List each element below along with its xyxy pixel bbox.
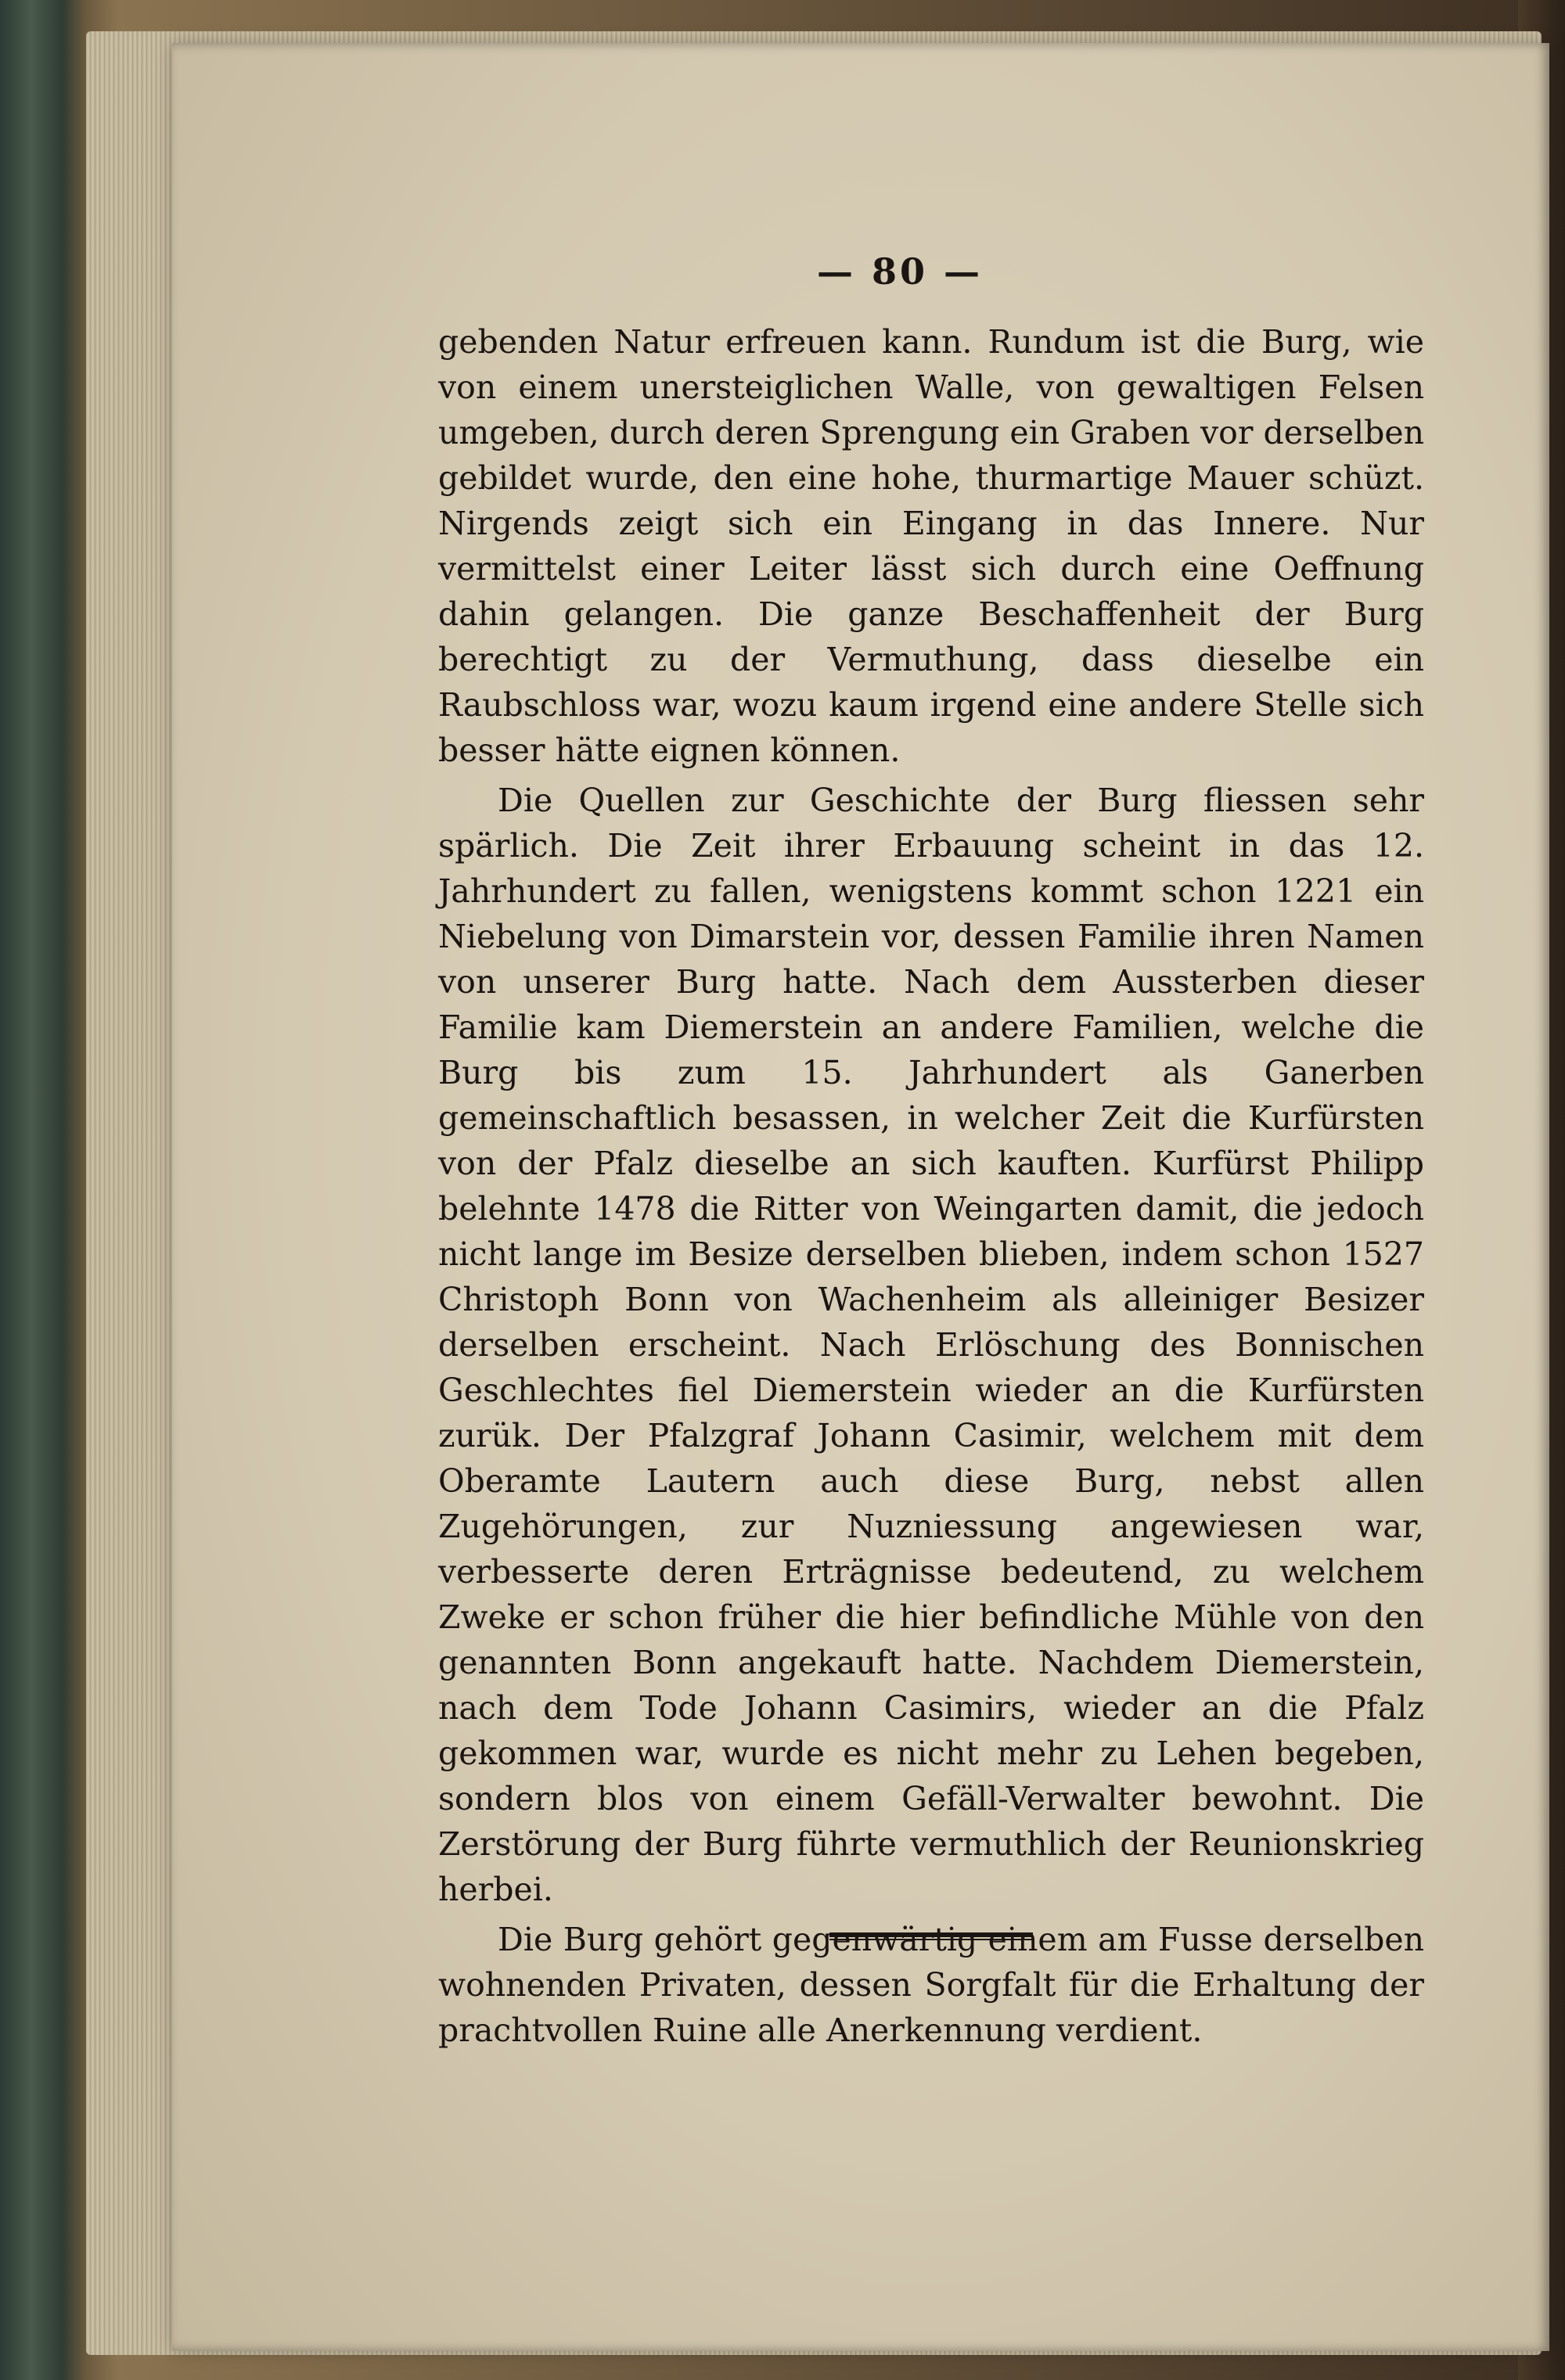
page-number: — 80 —: [816, 250, 984, 293]
paragraph-2: Die Quellen zur Geschichte der Burg fliessen sehr spärlich. Die Zeit ihrer Erbauung scheint in das 12. Jahrhundert zu fallen, wenigstens kommt schon 1221 ein Niebelung von Dimarstein vor, dessen Familie ihren Namen von unserer Burg hatte. Nach dem Aussterben dieser Familie kam Diemerstein an andere Familien, welche die Burg bis zum 15. Jahrhundert als Ganerben gemeinschaftlich besassen, in welcher Zeit die Kurfürsten von der Pfalz dieselbe an sich kauften. Kurfürst Philipp belehnte 1478 die Ritter von Weingarten damit, die jedoch nicht lange im Besize derselben blieben, indem schon 1527 Christoph Bonn von Wachenheim als alleiniger Besizer derselben erscheint. Nach Erlöschung des Bonnischen Geschlechtes fiel Diemerstein wieder an die Kurfürsten zurük. Der Pfalzgraf Johann Casimir, welchem mit dem Oberamte Lautern auch diese Burg, nebst allen Zugehörungen, zur Nuzniessung angewiesen war, verbesserte deren Erträgnisse bedeutend, zu welchem Zweke er schon früher die hier befindliche Mühle von den genannten Bonn angekauft hatte. Nachdem Diemerstein, nach dem Tode Johann Casimirs, wieder an die Pfalz gekommen war, wurde es nicht mehr zu Lehen begeben, sondern blos von einem Gefäll-Verwalter bewohnt. Die Zerstörung der Burg führte vermuthlich der Reunionskrieg herbei.: [438, 782, 1424, 1908]
paragraph-3: Die Burg gehört gegenwärtig einem am Fusse derselben wohnenden Privaten, dessen Sorgfalt für die Erhaltung der prachtvollen Ruine alle Anerkennung verdient.: [438, 1921, 1424, 2049]
page-content: [438, 250, 1424, 2053]
end-ornament-rule: [829, 1932, 1033, 1940]
paragraph-1: gebenden Natur erfreuen kann. Rundum ist die Burg, wie von einem unersteiglichen Walle, von gewaltigen Felsen umgeben, durch deren Sprengung ein Graben vor derselben gebildet wurde, den eine hohe, thurmartige Mauer schüzt. Nirgends zeigt sich ein Eingang in das Innere. Nur vermittelst einer Leiter lässt sich durch eine Oeffnung dahin gelangen. Die ganze Beschaffenheit der Burg berechtigt zu der Vermuthung, dass dieselbe ein Raubschloss war, wozu kaum irgend eine andere Stelle sich besser hätte eignen können.: [438, 323, 1424, 769]
